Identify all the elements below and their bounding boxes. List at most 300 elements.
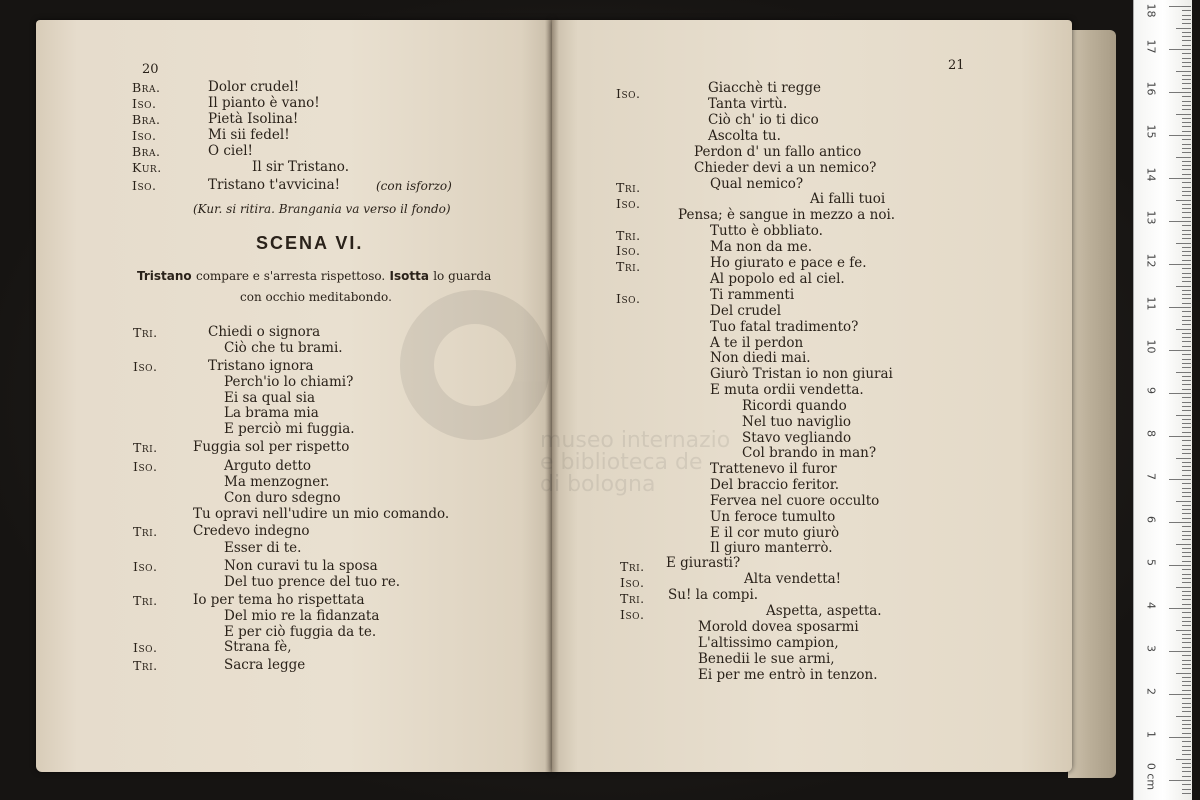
ruler-tick	[1182, 634, 1191, 635]
ruler-label: 18	[1144, 3, 1158, 18]
dialogue-line: Trattenevo il furor	[710, 461, 837, 477]
ruler-unit-label: 0 cm	[1144, 762, 1158, 791]
speaker: Iso.	[616, 291, 641, 306]
ruler-tick	[1182, 539, 1191, 540]
ruler-tick	[1182, 230, 1191, 231]
dialogue-line: Morold dovea sposarmi	[698, 619, 859, 635]
ruler-tick	[1182, 238, 1191, 239]
ruler-tick	[1182, 105, 1191, 106]
dialogue-line: Dolor crudel!	[208, 79, 300, 95]
dialogue-line: Fuggia sol per rispetto	[193, 439, 350, 455]
ruler-tick	[1182, 109, 1191, 110]
ruler-tick	[1169, 436, 1191, 437]
ruler-tick	[1182, 432, 1191, 433]
ruler-tick	[1182, 488, 1191, 489]
ruler-tick	[1182, 380, 1191, 381]
dialogue-line: Col brando in man?	[742, 445, 877, 461]
ruler-tick	[1176, 71, 1191, 72]
ruler-tick	[1176, 716, 1191, 717]
ruler-label: 12	[1144, 253, 1158, 268]
ruler-label: 14	[1144, 167, 1158, 182]
dialogue-line: Chieder devi a un nemico?	[694, 160, 877, 176]
speaker: Tri.	[133, 440, 158, 455]
ruler-tick	[1182, 195, 1191, 196]
ruler-tick	[1182, 711, 1191, 712]
ruler-tick	[1182, 771, 1191, 772]
dialogue-line: Ai falli tuoi	[810, 191, 886, 207]
ruler-tick	[1182, 402, 1191, 403]
ruler-tick	[1182, 15, 1191, 16]
ruler-tick	[1182, 569, 1191, 570]
ruler-tick	[1169, 350, 1191, 351]
ruler-label: 7	[1144, 473, 1158, 480]
ruler-tick	[1182, 406, 1191, 407]
ruler-tick	[1182, 376, 1191, 377]
ruler-tick	[1182, 449, 1191, 450]
ruler-tick	[1182, 492, 1191, 493]
ruler-tick	[1176, 157, 1191, 158]
dialogue-line: Io per tema ho rispettata	[193, 592, 365, 608]
ruler-tick	[1182, 75, 1191, 76]
stage-direction-inline: (con isforzo)	[376, 179, 452, 193]
ruler-tick	[1182, 423, 1191, 424]
ruler-tick	[1182, 784, 1191, 785]
ruler-tick	[1182, 182, 1191, 183]
ruler-tick	[1169, 780, 1191, 781]
ruler-tick	[1182, 582, 1191, 583]
ruler-tick	[1176, 200, 1191, 201]
ruler-tick	[1182, 131, 1191, 132]
dialogue-line: E muta ordii vendetta.	[710, 382, 864, 398]
ruler-label: 3	[1144, 645, 1158, 652]
ruler-tick	[1176, 329, 1191, 330]
ruler-tick	[1169, 264, 1191, 265]
ruler-tick	[1182, 152, 1191, 153]
ruler-tick	[1169, 135, 1191, 136]
ruler-label: 11	[1144, 296, 1158, 311]
dialogue-line: Del crudel	[710, 303, 782, 319]
ruler-tick	[1182, 225, 1191, 226]
ruler-tick	[1182, 363, 1191, 364]
ruler-label: 9	[1144, 387, 1158, 394]
dialogue-line: Ei sa qual sia	[224, 390, 316, 406]
dialogue-line: Al popolo ed al ciel.	[710, 271, 845, 287]
ruler-tick	[1169, 393, 1191, 394]
ruler-tick	[1169, 178, 1191, 179]
speaker: Iso.	[132, 96, 157, 111]
dialogue-line: Perdon d' un fallo antico	[694, 144, 862, 160]
dialogue-line: Benedii le sue armi,	[698, 651, 835, 667]
ruler-tick	[1182, 83, 1191, 84]
ruler-tick	[1182, 556, 1191, 557]
ruler-tick	[1182, 96, 1191, 97]
ruler-tick	[1182, 333, 1191, 334]
ruler-tick	[1182, 36, 1191, 37]
ruler-tick	[1182, 642, 1191, 643]
ruler-tick	[1182, 148, 1191, 149]
speaker: Bra.	[132, 144, 161, 159]
ruler-tick	[1182, 453, 1191, 454]
speaker: Iso.	[620, 607, 645, 622]
ruler-tick	[1169, 92, 1191, 93]
dialogue-line: E per ciò fuggia da te.	[224, 624, 377, 640]
ruler-tick	[1176, 458, 1191, 459]
ruler-tick	[1182, 746, 1191, 747]
speaker: Iso.	[132, 128, 157, 143]
page-number-right: 21	[948, 58, 965, 73]
ruler-tick	[1182, 445, 1191, 446]
ruler-tick	[1182, 260, 1191, 261]
dialogue-line: Un feroce tumulto	[710, 509, 836, 525]
dialogue-line: Tutto è obbliato.	[710, 223, 823, 239]
speaker: Iso.	[133, 640, 158, 655]
ruler-tick	[1182, 298, 1191, 299]
dialogue-line: Ho giurato e pace e fe.	[710, 255, 867, 271]
ruler-tick	[1182, 247, 1191, 248]
ruler-tick	[1176, 372, 1191, 373]
speaker: Iso.	[616, 86, 641, 101]
ruler-tick	[1169, 522, 1191, 523]
ruler-tick	[1182, 32, 1191, 33]
ruler-tick	[1182, 793, 1191, 794]
ruler-tick	[1182, 475, 1191, 476]
ruler-tick	[1176, 630, 1191, 631]
ruler-tick	[1182, 169, 1191, 170]
ruler-tick	[1176, 587, 1191, 588]
dialogue-line: Alta vendetta!	[744, 571, 842, 587]
ruler-tick	[1169, 6, 1191, 7]
dialogue-line: E il cor muto giurò	[710, 525, 840, 541]
ruler-tick	[1182, 617, 1191, 618]
dialogue-line: Strana fè,	[224, 639, 292, 655]
ruler-tick	[1182, 591, 1191, 592]
ruler-tick	[1182, 526, 1191, 527]
ruler-tick	[1182, 681, 1191, 682]
ruler-tick	[1169, 737, 1191, 738]
scene-intro-line-2: con occhio meditabondo.	[240, 290, 392, 304]
ruler-tick	[1182, 728, 1191, 729]
dialogue-line: Qual nemico?	[710, 176, 804, 192]
ruler-label: 15	[1144, 124, 1158, 139]
ruler-tick	[1169, 651, 1191, 652]
ruler-tick	[1182, 40, 1191, 41]
ruler-label: 8	[1144, 430, 1158, 437]
dialogue-line: Esser di te.	[224, 540, 302, 556]
ruler-tick	[1182, 668, 1191, 669]
ruler-tick	[1182, 470, 1191, 471]
ruler-tick	[1169, 221, 1191, 222]
dialogue-line: O ciel!	[208, 143, 253, 159]
speaker: Iso.	[616, 243, 641, 258]
speaker: Iso.	[133, 559, 158, 574]
ruler-tick	[1182, 187, 1191, 188]
ruler-tick	[1182, 574, 1191, 575]
ruler-tick	[1182, 724, 1191, 725]
dialogue-line: Credevo indegno	[193, 523, 310, 539]
ruler-tick	[1182, 638, 1191, 639]
dialogue-line: Tu opravi nell'udire un mio comando.	[193, 506, 450, 522]
ruler-tick	[1182, 419, 1191, 420]
dialogue-line: La brama mia	[224, 405, 319, 421]
ruler-tick	[1182, 191, 1191, 192]
ruler-tick	[1182, 337, 1191, 338]
ruler-tick	[1182, 509, 1191, 510]
ruler-tick	[1182, 174, 1191, 175]
ruler-tick	[1182, 53, 1191, 54]
ruler-tick	[1182, 440, 1191, 441]
ruler-tick	[1182, 789, 1191, 790]
speaker: Tri.	[616, 259, 641, 274]
ruler-label: 13	[1144, 210, 1158, 225]
ruler-label: 5	[1144, 559, 1158, 566]
ruler-tick	[1182, 397, 1191, 398]
ruler-tick	[1182, 311, 1191, 312]
ruler-tick	[1182, 599, 1191, 600]
ruler-tick	[1182, 664, 1191, 665]
dialogue-line: Pietà Isolina!	[208, 111, 299, 127]
speaker: Tri.	[133, 658, 158, 673]
dialogue-line: Ei per me entrò in tenzon.	[698, 667, 878, 683]
dialogue-line: Tristano ignora	[208, 358, 314, 374]
ruler-tick	[1182, 281, 1191, 282]
dialogue-line: Il sir Tristano.	[252, 159, 349, 175]
ruler-label: 1	[1144, 731, 1158, 738]
dialogue-line: A te il perdon	[710, 335, 804, 351]
speaker: Bra.	[132, 80, 161, 95]
ruler-tick	[1182, 234, 1191, 235]
ruler-tick	[1182, 733, 1191, 734]
ruler-tick	[1182, 462, 1191, 463]
dialogue-line: Tanta virtù.	[708, 96, 788, 112]
ruler-tick	[1182, 707, 1191, 708]
dialogue-line: Tuo fatal tradimento?	[710, 319, 859, 335]
ruler-tick	[1182, 118, 1191, 119]
ruler-tick	[1169, 49, 1191, 50]
ruler-tick	[1182, 552, 1191, 553]
page-stack-edge	[1068, 30, 1116, 778]
dialogue-line: Il giuro manterrò.	[710, 540, 833, 556]
dialogue-line: Ricordi quando	[742, 398, 847, 414]
ruler-tick	[1182, 303, 1191, 304]
dialogue-line: Fervea nel cuore occulto	[710, 493, 880, 509]
speaker: Tri.	[133, 593, 158, 608]
ruler-tick	[1182, 144, 1191, 145]
ruler-tick	[1182, 776, 1191, 777]
ruler-tick	[1182, 23, 1191, 24]
ruler-tick	[1182, 384, 1191, 385]
ruler-tick	[1176, 415, 1191, 416]
ruler-label: 10	[1144, 339, 1158, 354]
ruler-tick	[1182, 359, 1191, 360]
dialogue-line: Mi sii fedel!	[208, 127, 290, 143]
ruler-tick	[1182, 621, 1191, 622]
dialogue-line: Arguto detto	[224, 458, 311, 474]
dialogue-line: Del tuo prence del tuo re.	[224, 574, 401, 590]
dialogue-line: Del mio re la fidanzata	[224, 608, 380, 624]
ruler-tick	[1169, 694, 1191, 695]
ruler-tick	[1182, 763, 1191, 764]
dialogue-line: Del braccio feritor.	[710, 477, 839, 493]
ruler-tick	[1182, 45, 1191, 46]
intro-name-tristano: Tristano	[137, 269, 192, 283]
ruler-tick	[1182, 208, 1191, 209]
dialogue-line: Ti rammenti	[710, 287, 795, 303]
speaker: Bra.	[132, 112, 161, 127]
speaker: Tri.	[620, 591, 645, 606]
ruler-label: 17	[1144, 39, 1158, 54]
dialogue-line: Su! la compi.	[668, 587, 759, 603]
ruler-tick	[1182, 655, 1191, 656]
ruler-tick	[1182, 741, 1191, 742]
dialogue-line: L'altissimo campion,	[698, 635, 839, 651]
ruler-tick	[1182, 10, 1191, 11]
ruler-tick	[1182, 660, 1191, 661]
ruler-tick	[1182, 685, 1191, 686]
speaker: Iso.	[620, 575, 645, 590]
dialogue-line: Ascolta tu.	[708, 128, 781, 144]
ruler-tick	[1182, 625, 1191, 626]
ruler-tick	[1182, 217, 1191, 218]
speaker: Tri.	[616, 180, 641, 195]
ruler-tick	[1182, 354, 1191, 355]
ruler-tick	[1182, 367, 1191, 368]
dialogue-line: Ma non da me.	[710, 239, 813, 255]
ruler-tick	[1182, 62, 1191, 63]
ruler-tick	[1182, 251, 1191, 252]
speaker: Iso.	[133, 359, 158, 374]
dialogue-line: Non diedi mai.	[710, 350, 811, 366]
ruler-tick	[1182, 531, 1191, 532]
ruler-tick	[1182, 466, 1191, 467]
dialogue-line: Non curavi tu la sposa	[224, 558, 378, 574]
ruler-tick	[1182, 212, 1191, 213]
ruler-tick	[1182, 612, 1191, 613]
scene-intro-line-1: Tristano compare e s'arresta rispettoso. Isotta lo guarda	[137, 269, 492, 283]
ruler-tick	[1182, 346, 1191, 347]
ruler-tick	[1182, 294, 1191, 295]
speaker: Tri.	[620, 559, 645, 574]
dialogue-line: Pensa; è sangue in mezzo a noi.	[678, 207, 896, 223]
ruler-tick	[1182, 483, 1191, 484]
ruler-tick	[1182, 204, 1191, 205]
ruler-tick	[1176, 114, 1191, 115]
stage-direction: (Kur. si ritira. Brangania va verso il fondo)	[193, 202, 451, 216]
ruler-tick	[1176, 501, 1191, 502]
measurement-ruler	[1133, 0, 1192, 800]
dialogue-line: Ciò che tu brami.	[224, 340, 343, 356]
ruler-tick	[1182, 535, 1191, 536]
ruler-tick	[1182, 139, 1191, 140]
ruler-tick	[1182, 79, 1191, 80]
ruler-label: 6	[1144, 516, 1158, 523]
ruler-tick	[1182, 19, 1191, 20]
ruler-tick	[1182, 595, 1191, 596]
ruler-tick	[1182, 690, 1191, 691]
speaker: Tri.	[133, 524, 158, 539]
ruler-tick	[1182, 720, 1191, 721]
ruler-tick	[1169, 565, 1191, 566]
speaker: Iso.	[132, 178, 157, 193]
ruler-tick	[1176, 286, 1191, 287]
ruler-tick	[1182, 66, 1191, 67]
ruler-tick	[1176, 544, 1191, 545]
ruler-tick	[1182, 604, 1191, 605]
ruler-tick	[1182, 548, 1191, 549]
dialogue-line: Ma menzogner.	[224, 474, 330, 490]
scene-heading: SCENA VI.	[256, 233, 364, 253]
dialogue-line: Chiedi o signora	[208, 324, 321, 340]
intro-name-isotta: Isotta	[389, 269, 429, 283]
ruler-label: 16	[1144, 81, 1158, 96]
ruler-tick	[1182, 767, 1191, 768]
dialogue-line: Stavo vegliando	[742, 430, 852, 446]
ruler-label: 4	[1144, 602, 1158, 609]
ruler-tick	[1182, 58, 1191, 59]
ruler-tick	[1182, 754, 1191, 755]
dialogue-line: Con duro sdegno	[224, 490, 341, 506]
ruler-tick	[1169, 479, 1191, 480]
ruler-tick	[1182, 703, 1191, 704]
dialogue-line: Ciò ch' io ti dico	[708, 112, 819, 128]
dialogue-line: Giacchè ti regge	[708, 80, 821, 96]
dialogue-line: Tristano t'avvicina!	[208, 177, 341, 193]
page-number-left: 20	[142, 62, 159, 77]
ruler-tick	[1182, 268, 1191, 269]
ruler-tick	[1182, 341, 1191, 342]
dialogue-line: E perciò mi fuggia.	[224, 421, 355, 437]
speaker: Iso.	[133, 459, 158, 474]
ruler-tick	[1182, 122, 1191, 123]
ruler-tick	[1169, 307, 1191, 308]
ruler-label: 2	[1144, 688, 1158, 695]
book-gutter	[545, 20, 559, 772]
ruler-tick	[1176, 243, 1191, 244]
ruler-tick	[1176, 28, 1191, 29]
dialogue-line: Giurò Tristan io non giurai	[710, 366, 893, 382]
ruler-tick	[1182, 273, 1191, 274]
ruler-tick	[1182, 161, 1191, 162]
dialogue-line: Il pianto è vano!	[208, 95, 320, 111]
speaker: Kur.	[132, 160, 162, 175]
ruler-tick	[1182, 496, 1191, 497]
ruler-tick	[1182, 505, 1191, 506]
ruler-tick	[1182, 277, 1191, 278]
speaker: Tri.	[616, 228, 641, 243]
ruler-tick	[1182, 513, 1191, 514]
ruler-tick	[1182, 647, 1191, 648]
ruler-tick	[1182, 290, 1191, 291]
dialogue-line: Sacra legge	[224, 657, 306, 673]
ruler-tick	[1182, 698, 1191, 699]
ruler-tick	[1182, 427, 1191, 428]
dialogue-line: Aspetta, aspetta.	[766, 603, 882, 619]
ruler-tick	[1182, 255, 1191, 256]
ruler-tick	[1182, 101, 1191, 102]
ruler-tick	[1169, 608, 1191, 609]
ruler-tick	[1182, 126, 1191, 127]
ruler-tick	[1182, 410, 1191, 411]
ruler-tick	[1182, 165, 1191, 166]
ruler-tick	[1176, 759, 1191, 760]
ruler-tick	[1182, 677, 1191, 678]
dialogue-line: Nel tuo naviglio	[742, 414, 852, 430]
ruler-tick	[1182, 316, 1191, 317]
ruler-tick	[1182, 320, 1191, 321]
speaker: Tri.	[133, 325, 158, 340]
speaker: Iso.	[616, 196, 641, 211]
dialogue-line: E giurasti?	[666, 555, 741, 571]
ruler-tick	[1182, 561, 1191, 562]
